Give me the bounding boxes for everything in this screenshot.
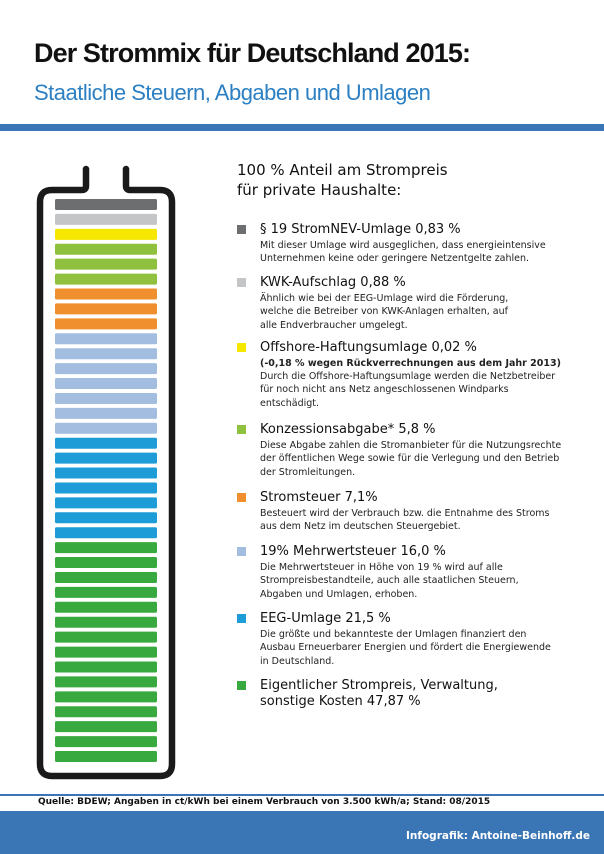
battery-bar-segment-6 (55, 348, 157, 359)
legend-item-description: Besteuert wird der Verbrauch bzw. die Entnahme des Stroms aus dem Netz im deutschen Steuergebiet. (260, 508, 550, 533)
legend-item-title: Eigentlicher Strompreis, Verwaltung, sonstige Kosten 47,87 % (260, 678, 498, 709)
legend-item-title: KWK-Aufschlag 0,88 % (260, 275, 406, 290)
battery-bar-segment-8 (55, 661, 157, 672)
battery-bar-segment-8 (55, 632, 157, 643)
battery-bar-segment-8 (55, 647, 157, 658)
battery-bar-segment-8 (55, 736, 157, 747)
legend-item-title: Offshore-Haftungsumlage 0,02 % (260, 340, 477, 355)
legend-heading-line1: 100 % Anteil am Strompreis (237, 161, 448, 179)
battery-bar-segment-4 (55, 259, 157, 270)
legend-swatch (237, 343, 246, 352)
battery-bar-segment-7 (55, 527, 157, 538)
legend-swatch (237, 493, 246, 502)
legend-item-description: Mit dieser Umlage wird ausgeglichen, dass energieintensive Unternehmen keine oder geringere Netzentgelte zahlen. (260, 240, 546, 265)
page-subtitle: Staatliche Steuern, Abgaben und Umlagen (34, 80, 431, 105)
legend-swatch (237, 681, 246, 690)
legend-item-title: 19% Mehrwertsteuer 16,0 % (260, 544, 446, 559)
legend-item-description: Diese Abgabe zahlen die Stromanbieter für die Nutzungsrechte der öffentlichen Wege sowie für die Verlegung und den Betrieb der Stromleitungen. (260, 440, 562, 478)
source-note: Quelle: BDEW; Angaben in ct/kWh bei einem Verbrauch von 3.500 kWh/a; Stand: 08/2015 (38, 797, 491, 807)
legend-item-title: Konzessionsabgabe* 5,8 % (260, 422, 436, 437)
battery-bar-segment-4 (55, 244, 157, 255)
legend-swatch (237, 425, 246, 434)
battery-bar-segment-8 (55, 751, 157, 762)
battery-bar-segment-2 (55, 214, 157, 225)
battery-bar-segment-8 (55, 587, 157, 598)
legend-swatch (237, 278, 246, 287)
battery-bar-segment-8 (55, 721, 157, 732)
battery-bar-segment-8 (55, 706, 157, 717)
legend-item-description: Durch die Offshore-Haftungsumlage werden die Netzbetreiber für noch nicht ans Netz angeschlossenen Windparks entschädigt. (260, 371, 556, 409)
battery-bar-segment-6 (55, 393, 157, 404)
battery-bar-segment-7 (55, 438, 157, 449)
battery-bar-segment-8 (55, 691, 157, 702)
legend-heading (237, 160, 448, 200)
legend-heading-line2: für private Haushalte: (237, 181, 402, 199)
battery-bar-segment-7 (55, 497, 157, 508)
battery-bar-segment-5 (55, 318, 157, 329)
footer-rule (0, 794, 604, 796)
battery-bar-segment-5 (55, 303, 157, 314)
page-title: Der Strommix für Deutschland 2015: (34, 38, 471, 68)
battery-bar-segment-6 (55, 363, 157, 374)
legend-swatch (237, 614, 246, 623)
battery-bar-segment-8 (55, 617, 157, 628)
battery-bar-segment-7 (55, 453, 157, 464)
battery-bar-segment-7 (55, 512, 157, 523)
battery-bar-segment-6 (55, 408, 157, 419)
legend-item-title: Stromsteuer 7,1% (260, 490, 378, 505)
battery-bar-segment-1 (55, 199, 157, 210)
battery-bar-segment-4 (55, 274, 157, 285)
legend-item-description: Ähnlich wie bei der EEG-Umlage wird die Förderung, welche die Betreiber von KWK-Anlagen erhalten, auf alle Endverbraucher umgelegt. (260, 293, 509, 331)
battery-bar-segment-7 (55, 468, 157, 479)
battery-bar-segment-8 (55, 557, 157, 568)
battery-bar-segment-6 (55, 423, 157, 434)
legend-item-description: Die Mehrwertsteuer in Höhe von 19 % wird auf alle Strompreisbestandteile, auch alle staatlichen Steuern, Abgaben und Umlagen, erhoben. (260, 562, 519, 600)
battery-bar-segment-6 (55, 333, 157, 344)
legend-item-note: (-0,18 % wegen Rückverrechnungen aus dem Jahr 2013) (260, 358, 561, 369)
battery-bar-segment-8 (55, 542, 157, 553)
battery-bars (55, 199, 157, 762)
legend-swatch (237, 547, 246, 556)
legend-item-title: EEG-Umlage 21,5 % (260, 611, 391, 626)
legend-item-title: § 19 StromNEV-Umlage 0,83 % (260, 222, 461, 237)
battery-bar-segment-5 (55, 289, 157, 300)
battery-bar-segment-8 (55, 572, 157, 583)
legend-item-description: Die größte und bekannteste der Umlagen finanziert den Ausbau Erneuerbarer Energien und fördert die Energiewende in Deutschland. (260, 629, 551, 667)
battery-bar-segment-6 (55, 378, 157, 389)
battery-bar-segment-7 (55, 482, 157, 493)
battery-bar-segment-3 (55, 229, 157, 240)
credit-link[interactable]: Infografik: Antoine-Beinhoff.de (406, 830, 590, 842)
legend-swatch (237, 225, 246, 234)
battery-bar-segment-8 (55, 676, 157, 687)
battery-bar-segment-8 (55, 602, 157, 613)
